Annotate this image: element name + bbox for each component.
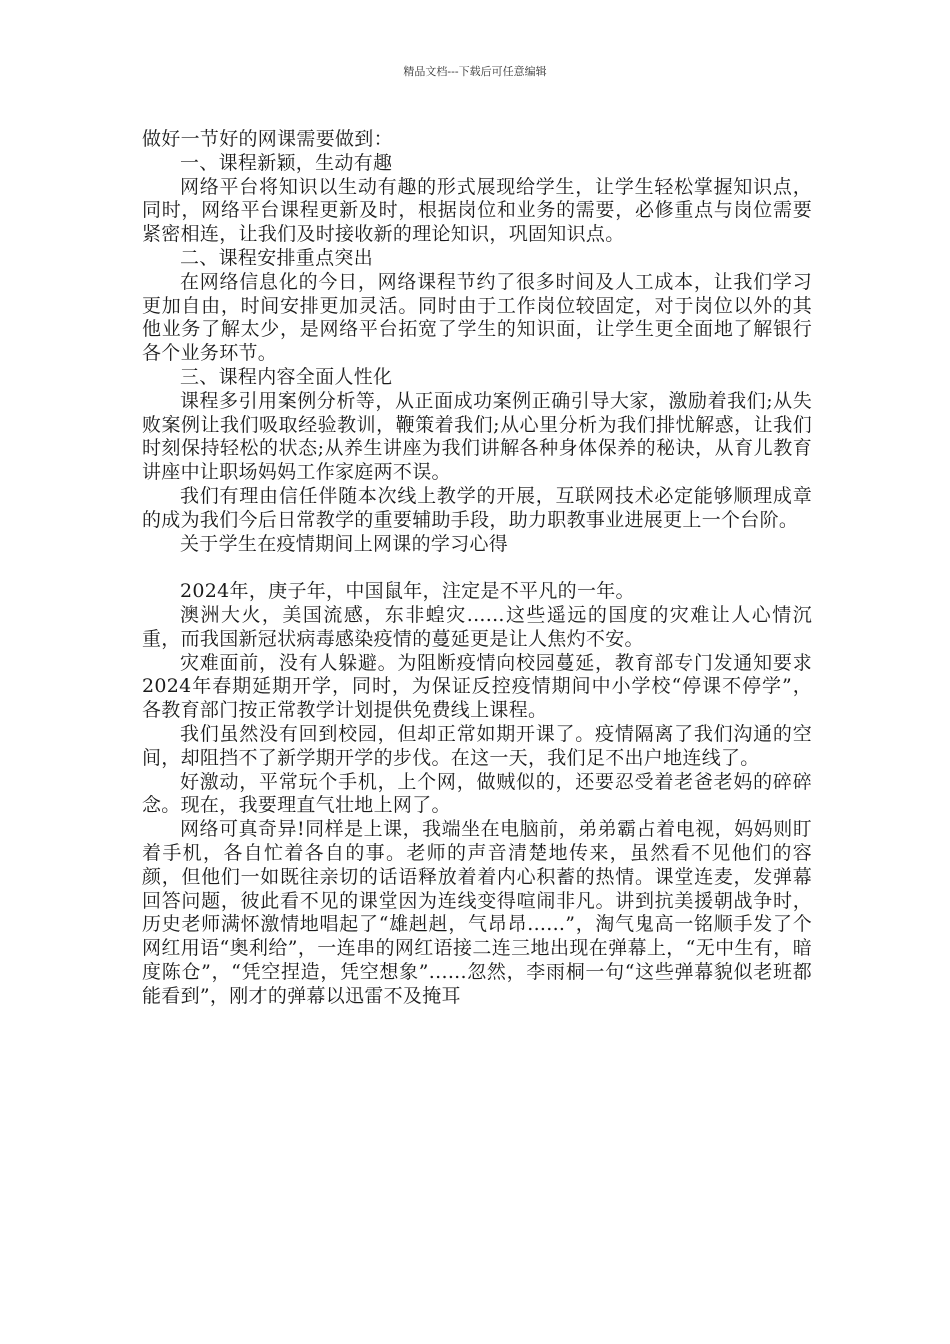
conclusion-paragraph: 我们有理由信任伴随本次线上教学的开展，互联网技术必定能够顺理成章的成为我们今后日常教学的重要辅助手段，助力职教事业进展更上一个台阶。 [142, 484, 812, 531]
essay-paragraph-5: 好激动，平常玩个手机，上个网，做贼似的，还要忍受着老爸老妈的碎碎念。现在，我要理直气壮地上网了。 [142, 770, 812, 817]
essay-paragraph-3: 灾难面前，没有人躲避。为阻断疫情向校园蔓延，教育部专门发通知要求2024年春期延期开学，同时，为保证反控疫情期间中小学校“停课不停学”， 各教育部门按正常教学计划提供免费线上课程。 [142, 651, 812, 722]
essay-paragraph-4: 我们虽然没有回到校园，但却正常如期开课了。疫情隔离了我们沟通的空间，却阻挡不了新学期开学的步伐。在这一天，我们足不出户地连线了。 [142, 722, 812, 769]
section1-paragraph: 网络平台将知识以生动有趣的形式展现给学生，让学生轻松掌握知识点，同时，网络平台课程更新及时，根据岗位和业务的需要，必修重点与岗位需要紧密相连，让我们及时接收新的理论知识，巩固知识点。 [142, 175, 812, 246]
page-header: 精品文档---下载后可任意编辑 [403, 65, 547, 78]
blank-line [142, 556, 812, 580]
essay-paragraph-1: 2024年，庚子年，中国鼠年，注定是不平凡的一年。 [180, 580, 635, 603]
document-body [142, 128, 812, 1008]
intro-line: 做好一节好的网课需要做到： [142, 128, 393, 150]
section2-heading: 二、课程安排重点突出 [180, 246, 374, 269]
essay-title: 关于学生在疫情期间上网课的学习心得 [180, 532, 509, 555]
essay-paragraph-2: 澳洲大火，美国流感，东非蝗灾......这些遥远的国度的灾难让人心情沉重，而我国新冠状病毒感染疫情的蔓延更是让人焦灼不安。 [142, 603, 812, 650]
section3-heading: 三、课程内容全面人性化 [180, 365, 393, 388]
essay-paragraph-6: 网络可真奇异!同样是上课，我端坐在电脑前，弟弟霸占着电视，妈妈则盯着手机，各自忙着各自的事。老师的声音清楚地传来，虽然看不见他们的容颜，但他们一如既往亲切的话语释放着着内心积蓄的热情。课堂连麦，发弹幕回答问题，彼此看不见的课堂因为连线变得喧闹非凡。讲到抗美援朝战争时，历史老师满怀激情地唱起了“雄赳赳，气昂昂......”，淘气鬼高一铭顺手发了个网红用语“奥利给”，一连串的网红语接二连三地出现在弹幕上，“无中生有，暗度陈仓”，“凭空捏造，凭空想象”......忽然，李雨桐一句“这些弹幕貌似老班都能看到”，刚才的弹幕以迅雷不及掩耳 [142, 818, 812, 1007]
section2-paragraph: 在网络信息化的今日，网络课程节约了很多时间及人工成本，让我们学习更加自由，时间安排更加灵活。同时由于工作岗位较固定，对于岗位以外的其他业务了解太少，是网络平台拓宽了学生的知识面，让学生更全面地了解银行各个业务环节。 [142, 270, 812, 365]
section1-heading: 一、课程新颖，生动有趣 [180, 151, 393, 174]
section3-paragraph: 课程多引用案例分析等，从正面成功案例正确引导大家，激励着我们;从失败案例让我们吸取经验教训，鞭策着我们;从心里分析为我们排忧解惑，让我们时刻保持轻松的状态;从养生讲座为我们讲解各种身体保养的秘诀，从育儿教育讲座中让职场妈妈工作家庭两不误。 [142, 389, 812, 484]
